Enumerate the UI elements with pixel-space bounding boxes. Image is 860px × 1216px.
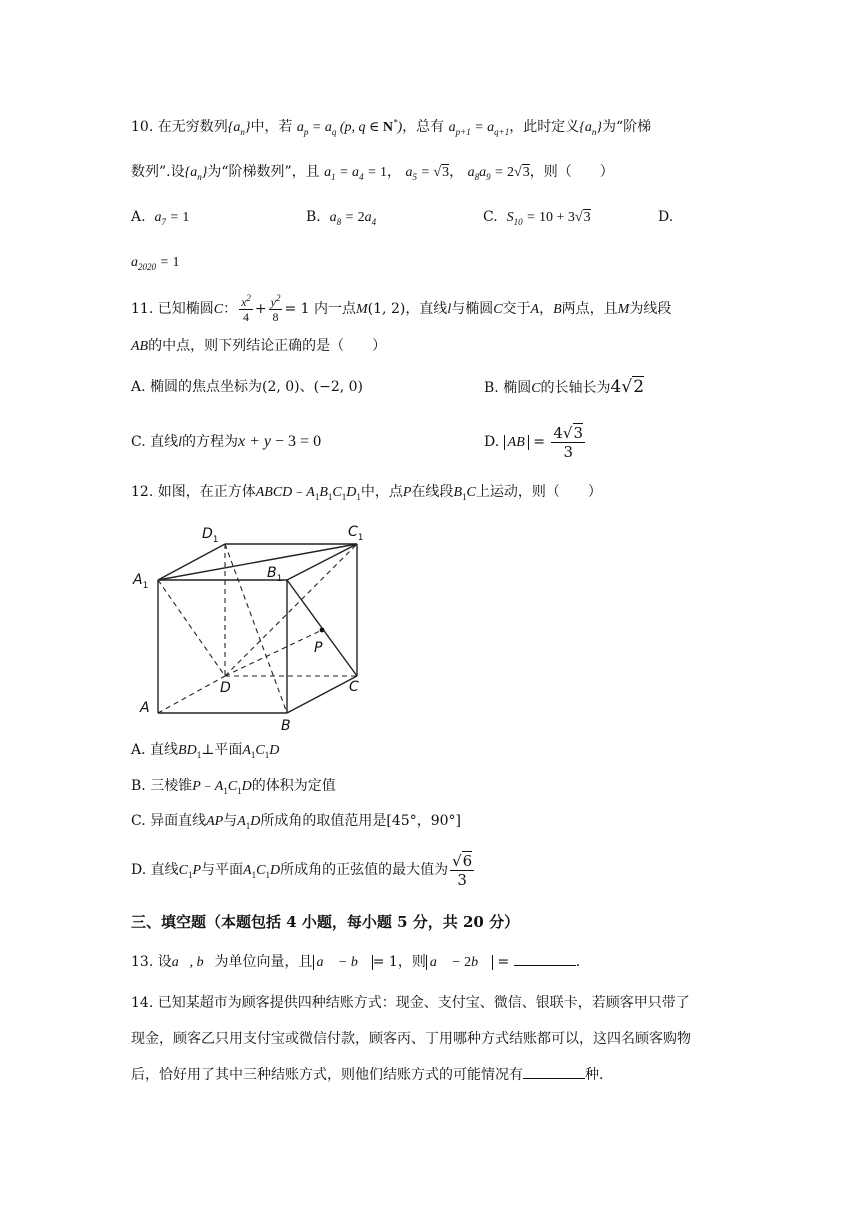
point-P bbox=[320, 628, 325, 633]
label-B1: $B_1$ bbox=[267, 565, 283, 584]
q10-text: ，此时定义 bbox=[509, 119, 580, 135]
hidden-DP bbox=[225, 630, 322, 676]
label-C: C bbox=[349, 679, 359, 695]
label-B: B bbox=[281, 718, 291, 734]
q13: 13. 设a⃗, b⃗为单位向量，且 a⃗ − b⃗ = 1，则 a⃗ − 2b⃗ = . bbox=[131, 950, 580, 975]
label-A: A bbox=[140, 700, 150, 716]
q10-option-d: $a_{2020} = 1$ bbox=[131, 255, 180, 272]
label-D: D bbox=[220, 680, 231, 696]
q11-text: 的中点，则下列结论正确的是（ ） bbox=[148, 338, 387, 354]
q11-line1: 11. 已知椭圆C： $\frac{x^2}{4}$ + $\frac{y^2}{8}$ = 1 内一点M(1, 2)，直线l与椭圆C交于A，B两点，且M为线段 bbox=[131, 292, 672, 324]
math: $a_1 = a_4 = 1$ bbox=[324, 165, 388, 182]
q11-text: 11. 已知椭圆 bbox=[131, 301, 214, 317]
q10-text: 10. 在无穷数列 bbox=[131, 119, 228, 135]
q10-text: 为“阶梯 bbox=[601, 119, 652, 135]
label-P: P bbox=[314, 640, 323, 656]
q12-option-d: D. 直线$C_1P$与平面$A_1C_1D$所成角的正弦值的最大值为 $\frac{√6}{3}$ bbox=[131, 851, 473, 889]
fraction: $\frac{y^2}{8}$ bbox=[270, 292, 281, 324]
q11-option-b: B. 椭圆C的长轴长为4√2 bbox=[484, 377, 645, 397]
q12-option-a: A. 直线$BD_1\perp$平面$A_1C_1D$ bbox=[131, 742, 280, 760]
hidden-D1B bbox=[225, 544, 287, 713]
q11-text: ，直线 bbox=[405, 301, 448, 317]
answer-blank[interactable] bbox=[514, 951, 576, 966]
option-a: A. $a_7 = 1$ bbox=[131, 209, 190, 227]
q14-line1: 14. 已知某超市为顾客提供四种结账方式：现金、支付宝、微信、银联卡，若顾客甲只带了 bbox=[131, 995, 690, 1011]
math: $a_8a_9 = 2√3$ bbox=[467, 165, 530, 182]
q12-option-b: B. 三棱锥$P﹣A_1C_1D$的体积为定值 bbox=[131, 778, 336, 796]
math: $a_p = a_q$ (p, q ∈ N*) bbox=[296, 117, 403, 137]
option-d-label: D. bbox=[658, 209, 674, 225]
q11-text: 为线段 bbox=[629, 301, 672, 317]
q12-option-c: C. 异面直线AP与$A_1D$所成角的取值范用是[45°，90°] bbox=[131, 813, 461, 831]
q11-option-a: A. 椭圆的焦点坐标为(2, 0)、(−2, 0) bbox=[131, 379, 364, 395]
q11-option-d: D. AB = $\frac{4√3}{3}$ bbox=[484, 423, 584, 461]
q10-text: 为“阶梯数列”，且 bbox=[207, 164, 320, 180]
q14-line2: 现金，顾客乙只用支付宝或微信付款，顾客丙、丁用哪种方式结账都可以，这四名顾客购物 bbox=[131, 1031, 691, 1047]
q11-text: 交于 bbox=[502, 301, 531, 317]
q10-line1 bbox=[131, 117, 651, 138]
q10-text: 数列”.设 bbox=[131, 164, 185, 180]
q11-text: 与椭圆 bbox=[451, 301, 494, 317]
label-D1: $D_1$ bbox=[202, 526, 219, 545]
q10-text: 中，若 bbox=[250, 119, 293, 135]
q10-text: ，则（ ） bbox=[529, 164, 614, 180]
fraction: $\frac{x^2}{4}$ bbox=[241, 292, 251, 324]
label-A1: $A_1$ bbox=[133, 572, 149, 591]
cube-figure bbox=[128, 518, 368, 738]
q11-text: 两点，且 bbox=[561, 301, 618, 317]
q10-line2: 数列”.设$\{a_n\}$为“阶梯数列”，且 $a_1 = a_4 = 1$， $a_5 = √3$， $a_8a_9 = 2√3$，则（ ） bbox=[131, 164, 614, 182]
math: $a_5 = √3$ bbox=[405, 165, 450, 182]
q11-line2: AB的中点，则下列结论正确的是（ ） bbox=[131, 338, 387, 354]
answer-blank[interactable] bbox=[523, 1064, 585, 1079]
math: $\{a_n\}$ bbox=[227, 120, 251, 137]
label-C1: $C_1$ bbox=[348, 524, 364, 543]
edge-B1C1 bbox=[287, 544, 357, 580]
q11-option-c: C. 直线l的方程为x + y − 3 = 0 bbox=[131, 433, 322, 450]
math: $a_{p+1} = a_{q+1}$ bbox=[448, 120, 510, 137]
edge-BC bbox=[287, 676, 357, 713]
q10-text: ，总有 bbox=[402, 119, 445, 135]
q11-text: 内一点 bbox=[314, 301, 356, 317]
hidden-AD bbox=[158, 676, 225, 713]
math: $\{a_n\}$ bbox=[579, 120, 602, 137]
math: $\{a_n\}$ bbox=[184, 165, 208, 182]
hidden-A1D bbox=[158, 580, 225, 676]
option-b: B. $a_8 = 2a_4$ bbox=[306, 209, 377, 227]
q14-line3: 后，恰好用了其中三种结账方式，则他们结账方式的可能情况有 种. bbox=[131, 1064, 603, 1085]
diag-A1C1 bbox=[158, 544, 357, 580]
q12-stem: 12. 如图，在正方体$ABCD﹣A_1B_1C_1D_1$中，点P在线段$B_1C$上运动，则（ ） bbox=[131, 484, 602, 502]
option-c: C. $S_{10} = 10 + 3√3$ bbox=[483, 209, 591, 227]
section-title: 三、填空题（本题包括 4 小题，每小题 5 分，共 20 分） bbox=[131, 913, 520, 931]
